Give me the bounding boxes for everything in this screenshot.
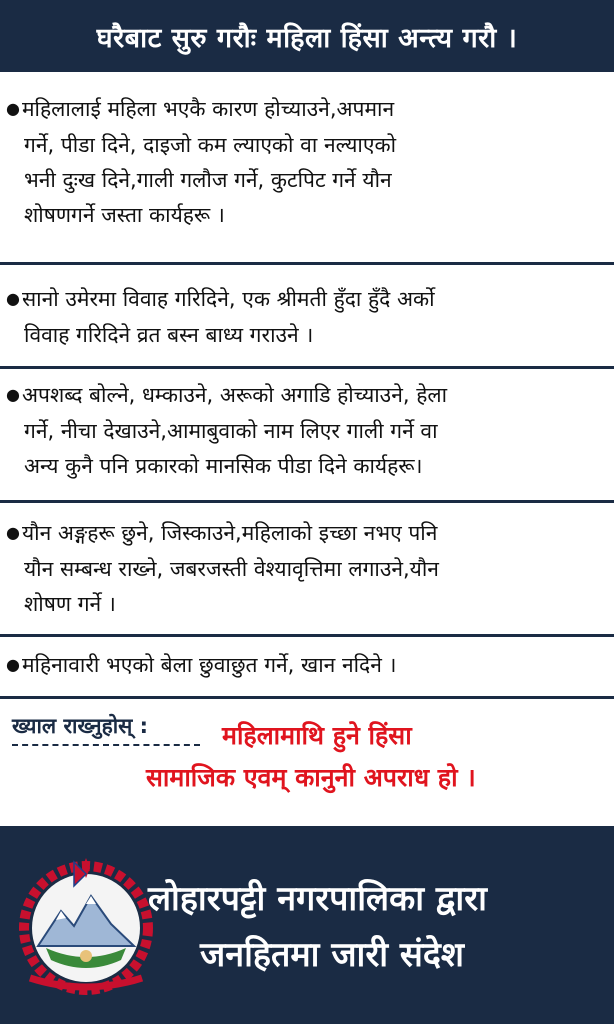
item-line: गर्ने, पीडा दिने, दाइजो कम ल्याएको वा नल्याएको [24,133,397,157]
nepal-emblem-icon [16,856,156,996]
note-line-1: महिलामाथि हुने हिंसा [222,721,412,750]
footer-line-2: जनहितमा जारी संदेश [200,935,465,975]
divider [0,634,614,637]
list-item [0,648,614,684]
item-line: सानो उमेरमा विवाह गरिदिने, एक श्रीमती हुँदा हुँदै अर्को [21,287,435,311]
item-line: यौन अङ्गहरू छुने, जिस्काउने,महिलाको इच्छा नभए पनि [21,521,438,545]
divider [0,696,614,699]
divider [0,500,614,503]
item-line: अपशब्द बोल्ने, धम्काउने, अरूको अगाडि होच्याउने, हेला [21,383,448,407]
item-line: महिनावारी भएको बेला छुवाछुत गर्ने, खान नदिने । [21,653,397,677]
footer-banner [0,826,614,1024]
note-label-text: ख्याल राख्नुहोस् : [12,714,149,738]
item-line: शोषणगर्ने जस्ता कार्यहरू । [24,203,225,227]
item-line: महिलालाई महिला भएकै कारण होच्याउने,अपमान [21,97,395,121]
item-line: गर्ने, नीचा देखाउने,आमाबुवाको नाम लिएर गाली गर्ने वा [24,419,438,443]
divider [0,366,614,369]
note-label [12,712,148,740]
bullet-icon: ● [6,385,20,404]
item-line: अन्य कुनै पनि प्रकारको मानसिक पीडा दिने कार्यहरू। [24,454,423,478]
header-banner [0,0,614,72]
note-line-2: सामाजिक एवम् कानुनी अपराध हो । [146,763,476,792]
bullet-icon: ● [6,99,20,118]
note-underline [12,744,200,746]
list-item [0,92,614,233]
item-line: शोषण गर्ने । [24,592,116,616]
bullet-icon: ● [6,523,20,542]
item-line: विवाह गरिदिने व्रत बस्न बाध्य गराउने । [24,323,314,347]
page-title: घरैबाट सुरु गरौः महिला हिंसा अन्त्य गरौ । [96,22,518,54]
divider [0,262,614,265]
list-item [0,516,614,622]
item-line: भनी दुःख दिने,गाली गलौज गर्ने, कुटपिट गर्ने यौन [24,168,392,192]
bullet-icon: ● [6,655,20,674]
footer-line-1: लोहारपट्टी नगरपालिका द्वारा [148,879,487,919]
item-line: यौन सम्बन्ध राख्ने, जबरजस्ती वेश्यावृत्तिमा लगाउने,यौन [24,557,439,581]
list-item [0,378,614,484]
bullet-icon: ● [6,289,20,308]
list-item [0,282,614,353]
